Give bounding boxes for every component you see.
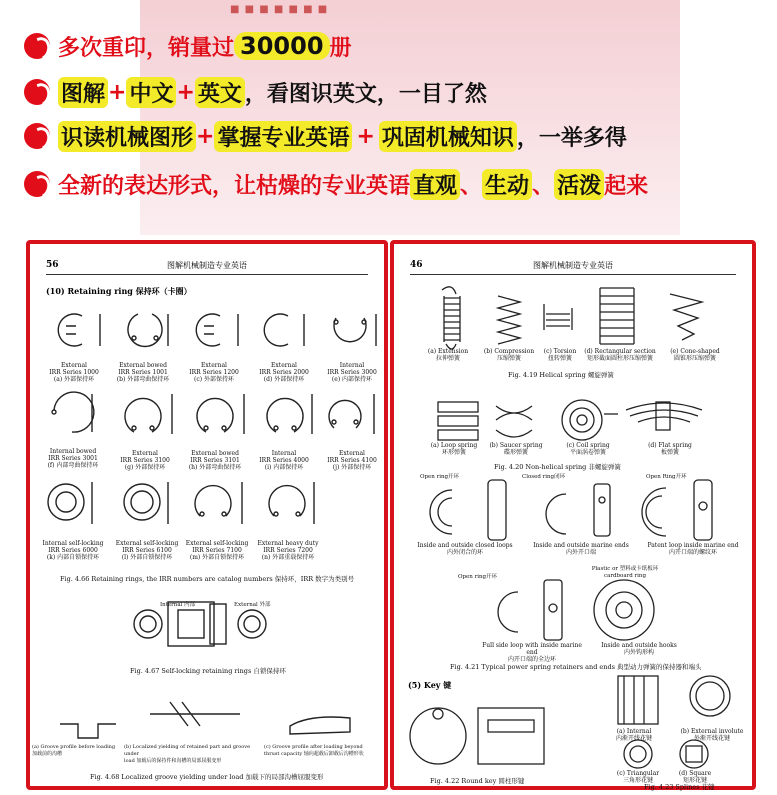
self-locking-assembly-icon bbox=[134, 602, 266, 646]
line4-sep1: 、 bbox=[460, 173, 483, 199]
loop-spring-icon bbox=[438, 402, 478, 440]
compression-spring-icon bbox=[498, 296, 520, 344]
closed-loop-retainer-icon bbox=[430, 480, 506, 540]
caption-ring-g: External IRR Series 3100 (g) 外部保持环 bbox=[120, 450, 170, 471]
banner-watermark: ■ ■ ■ ■ ■ ■ ■ bbox=[230, 4, 329, 15]
caption-cone: (e) Cone-shaped 圆锥形压缩弹簧 bbox=[670, 348, 720, 362]
red-bullet-icon bbox=[24, 123, 50, 149]
caption-groove-a: (a) Groove profile before loading 加载前的沟槽 bbox=[32, 744, 116, 757]
line4-sep2: 、 bbox=[532, 173, 555, 199]
ring-k-icon bbox=[48, 482, 92, 524]
caption-saucer-spring: (b) Saucer spring 碟形弹簧 bbox=[489, 442, 543, 456]
line2-a: 图解 bbox=[58, 77, 108, 108]
line3-c: 巩固机械知识 bbox=[379, 121, 517, 152]
left-page-number: 56 bbox=[46, 260, 59, 270]
internal-spline-icon bbox=[618, 676, 658, 724]
ring-f-icon bbox=[52, 392, 94, 432]
ring-e-icon bbox=[334, 314, 376, 346]
fig-4-20-caption: Fig. 4.20 Non-helical spring 非螺旋弹簧 bbox=[494, 463, 621, 471]
caption-groove-b: (b) Localized yielding of retained part and groove under load 加载后的保持件和沟槽的局部屈服变形 bbox=[124, 744, 251, 764]
flat-spring-icon bbox=[626, 402, 702, 430]
banner-line-3 bbox=[24, 118, 627, 154]
extension-spring-icon bbox=[442, 287, 460, 349]
open-ring-label-1: Open ring开环 bbox=[420, 474, 460, 480]
fig-4-66-caption: Fig. 4.66 Retaining rings, the IRR numbers are catalog numbers 保持环，IRR 数字为类别号 bbox=[60, 575, 355, 583]
caption-loop-spring: (a) Loop spring 环形弹簧 bbox=[430, 442, 478, 456]
left-book-page bbox=[26, 240, 388, 790]
ring-g-icon bbox=[125, 394, 172, 434]
ring-a-icon bbox=[58, 314, 100, 346]
line2-b: 中文 bbox=[126, 77, 176, 108]
left-page-title: 图解机械制造专业英语 bbox=[167, 261, 247, 270]
caption-ring-m: External self-locking IRR Series 7100 (m) 外部自锁保持环 bbox=[185, 540, 249, 561]
caption-triangular: (c) Triangular 三角形花键 bbox=[616, 770, 660, 784]
caption-hooks: Inside and outside hooks 内外钩形构 bbox=[601, 642, 677, 656]
caption-ring-f: Internal bowed IRR Series 3001 (f) 内部弯曲保持环 bbox=[47, 448, 99, 469]
open-ring-label-3: Open ring开环 bbox=[458, 574, 498, 580]
line4-a: 全新的表达形式，让枯燥的专业英语 bbox=[58, 173, 411, 199]
line1-suffix: 册 bbox=[329, 35, 352, 61]
line1-text: 多次重印，销量过 bbox=[58, 35, 235, 61]
red-bullet-icon bbox=[24, 33, 50, 59]
full-side-loop-icon bbox=[498, 580, 562, 640]
line3-plus2: + bbox=[356, 123, 375, 149]
ring-l-icon bbox=[124, 482, 168, 524]
fig-4-22-caption: Fig. 4.22 Round key 圆柱形键 bbox=[430, 777, 525, 785]
right-page-number: 46 bbox=[410, 260, 423, 270]
caption-ring-b: External bowed IRR Series 1001 (b) 外部弯曲保持环 bbox=[116, 362, 170, 383]
hooks-retainer-icon bbox=[594, 580, 654, 640]
caption-compression: (b) Compression 压缩弹簧 bbox=[483, 348, 535, 362]
caption-internal-spline: (a) Internal 内渐开线花键 bbox=[615, 728, 652, 742]
coil-spring-icon bbox=[562, 400, 618, 440]
ring-c-icon bbox=[196, 314, 238, 346]
cone-spring-icon bbox=[670, 294, 702, 340]
line4-e: 起来 bbox=[604, 173, 649, 199]
fig-4-21-caption: Fig. 4.21 Typical power spring retainers and ends 典型动力弹簧的保持器和端头 bbox=[450, 663, 702, 671]
caption-extension: (a) Extension 拉伸弹簧 bbox=[427, 348, 469, 362]
open-ring-label-2: Open Ring开环 bbox=[646, 474, 687, 480]
banner-line-4 bbox=[24, 166, 648, 202]
caption-coil-spring: (c) Coil spring 平面涡卷弹簧 bbox=[566, 442, 610, 456]
caption-ring-a: External IRR Series 1000 (a) 外部保持环 bbox=[49, 362, 99, 383]
caption-ring-c: External IRR Series 1200 (c) 外部保持环 bbox=[189, 362, 239, 383]
triangular-spline-icon bbox=[624, 740, 652, 768]
caption-ring-k: Internal self-locking IRR Series 6000 (k) 内部自锁保持环 bbox=[42, 540, 104, 561]
line2-c: 英文 bbox=[195, 77, 245, 108]
caption-ring-l: External self-locking IRR Series 6100 (l) 外部自锁保持环 bbox=[115, 540, 179, 561]
caption-closed-loops: Inside and outside closed loops 内外闭合的环 bbox=[417, 542, 513, 556]
fig467-internal-label: Internal 内部 bbox=[160, 602, 196, 608]
key-section: (5) Key 键 bbox=[408, 680, 452, 690]
caption-marine-ends: Inside and outside marine ends 内外开口端 bbox=[533, 542, 629, 556]
groove-profile-icon bbox=[60, 702, 350, 738]
external-involute-spline-icon bbox=[690, 676, 730, 716]
right-page-title: 图解机械制造专业英语 bbox=[533, 261, 613, 270]
caption-ring-n: External heavy duty IRR Series 7200 (n) 外部重载保持环 bbox=[257, 540, 319, 561]
red-bullet-icon bbox=[24, 171, 50, 197]
fig-4-23-caption: Fig. 4.23 Splines 花键 bbox=[644, 783, 715, 791]
caption-square: (d) Square 矩形花键 bbox=[678, 770, 712, 784]
banner-line-1 bbox=[24, 28, 352, 64]
ring-j-icon bbox=[329, 394, 374, 434]
fig-4-68-caption: Fig. 4.68 Localized groove yielding under load 加载下的局部沟槽屈服变形 bbox=[90, 773, 324, 781]
ring-m-icon bbox=[195, 482, 242, 524]
ring-h-icon bbox=[197, 394, 244, 434]
banner-line-2 bbox=[24, 74, 487, 110]
caption-patent-loop: Patent loop inside marine end 内开口端的螺纹环 bbox=[647, 542, 739, 556]
closed-ring-label: Closed ring闭环 bbox=[522, 474, 566, 480]
round-key-icon bbox=[410, 708, 544, 764]
caption-external-involute: (b) External involute 外渐开线花键 bbox=[680, 728, 744, 742]
line1-number: 30000 bbox=[234, 32, 330, 60]
square-spline-icon bbox=[680, 740, 708, 768]
saucer-spring-icon bbox=[496, 406, 532, 437]
ring-d-icon bbox=[264, 314, 304, 346]
caption-ring-h: External bowed IRR Series 3101 (h) 外部弯曲保持环 bbox=[188, 450, 242, 471]
caption-full-side-loop: Full side loop with inside marine end 内开口端的全边环 bbox=[482, 642, 582, 663]
ring-b-icon bbox=[128, 314, 168, 346]
red-bullet-icon bbox=[24, 79, 50, 105]
caption-rectangular: (d) Rectangular section 矩形截面圆柱形压缩弹簧 bbox=[584, 348, 656, 362]
ring-n-icon bbox=[269, 482, 314, 524]
caption-ring-j: External IRR Series 4100 (j) 外部保持环 bbox=[327, 450, 377, 471]
fig-4-67-caption: Fig. 4.67 Self-locking retaining rings 自锁保持环 bbox=[130, 667, 286, 675]
caption-groove-c: (c) Groove profile after loading beyond thrust capacity 轴向超载后卸载后沟槽形状 bbox=[264, 744, 364, 757]
fig-4-19-caption: Fig. 4.19 Helical spring 螺旋弹簧 bbox=[508, 371, 614, 379]
marine-end-retainer-icon bbox=[546, 484, 610, 536]
line4-c: 生动 bbox=[482, 169, 532, 200]
ring-i-icon bbox=[267, 394, 312, 434]
line3-plus1: + bbox=[196, 123, 215, 149]
retaining-ring-section: (10) Retaining ring 保持环（卡圈） bbox=[46, 286, 192, 296]
plastic-ring-label: Plastic or 塑料或卡纸板环 cardboard ring bbox=[591, 566, 659, 579]
line4-d: 活泼 bbox=[554, 169, 604, 200]
right-book-page bbox=[390, 240, 756, 790]
caption-ring-i: Internal IRR Series 4000 (i) 内部保持环 bbox=[259, 450, 309, 471]
line3-b: 掌握专业英语 bbox=[214, 121, 352, 152]
caption-flat-spring: (d) Flat spring 板弹簧 bbox=[648, 442, 692, 456]
retaining-rings-drawing bbox=[30, 244, 384, 786]
line2-plus1: + bbox=[108, 79, 127, 105]
line2-plus2: + bbox=[176, 79, 195, 105]
torsion-spring-icon bbox=[544, 304, 572, 330]
rectangular-section-spring-icon bbox=[600, 288, 634, 344]
fig467-external-label: External 外部 bbox=[234, 602, 271, 608]
patent-loop-retainer-icon bbox=[642, 480, 712, 540]
caption-torsion: (c) Torsion 扭转弹簧 bbox=[543, 348, 577, 362]
caption-ring-e: Internal IRR Series 3000 (e) 内部保持环 bbox=[327, 362, 377, 383]
line2-rest: ，看图识英文，一目了然 bbox=[244, 81, 487, 107]
line3-rest: ，一举多得 bbox=[516, 125, 627, 151]
line3-a: 识读机械图形 bbox=[58, 121, 196, 152]
caption-ring-d: External IRR Series 2000 (d) 外部保持环 bbox=[259, 362, 309, 383]
line4-b: 直观 bbox=[410, 169, 460, 200]
springs-drawing bbox=[394, 244, 752, 786]
